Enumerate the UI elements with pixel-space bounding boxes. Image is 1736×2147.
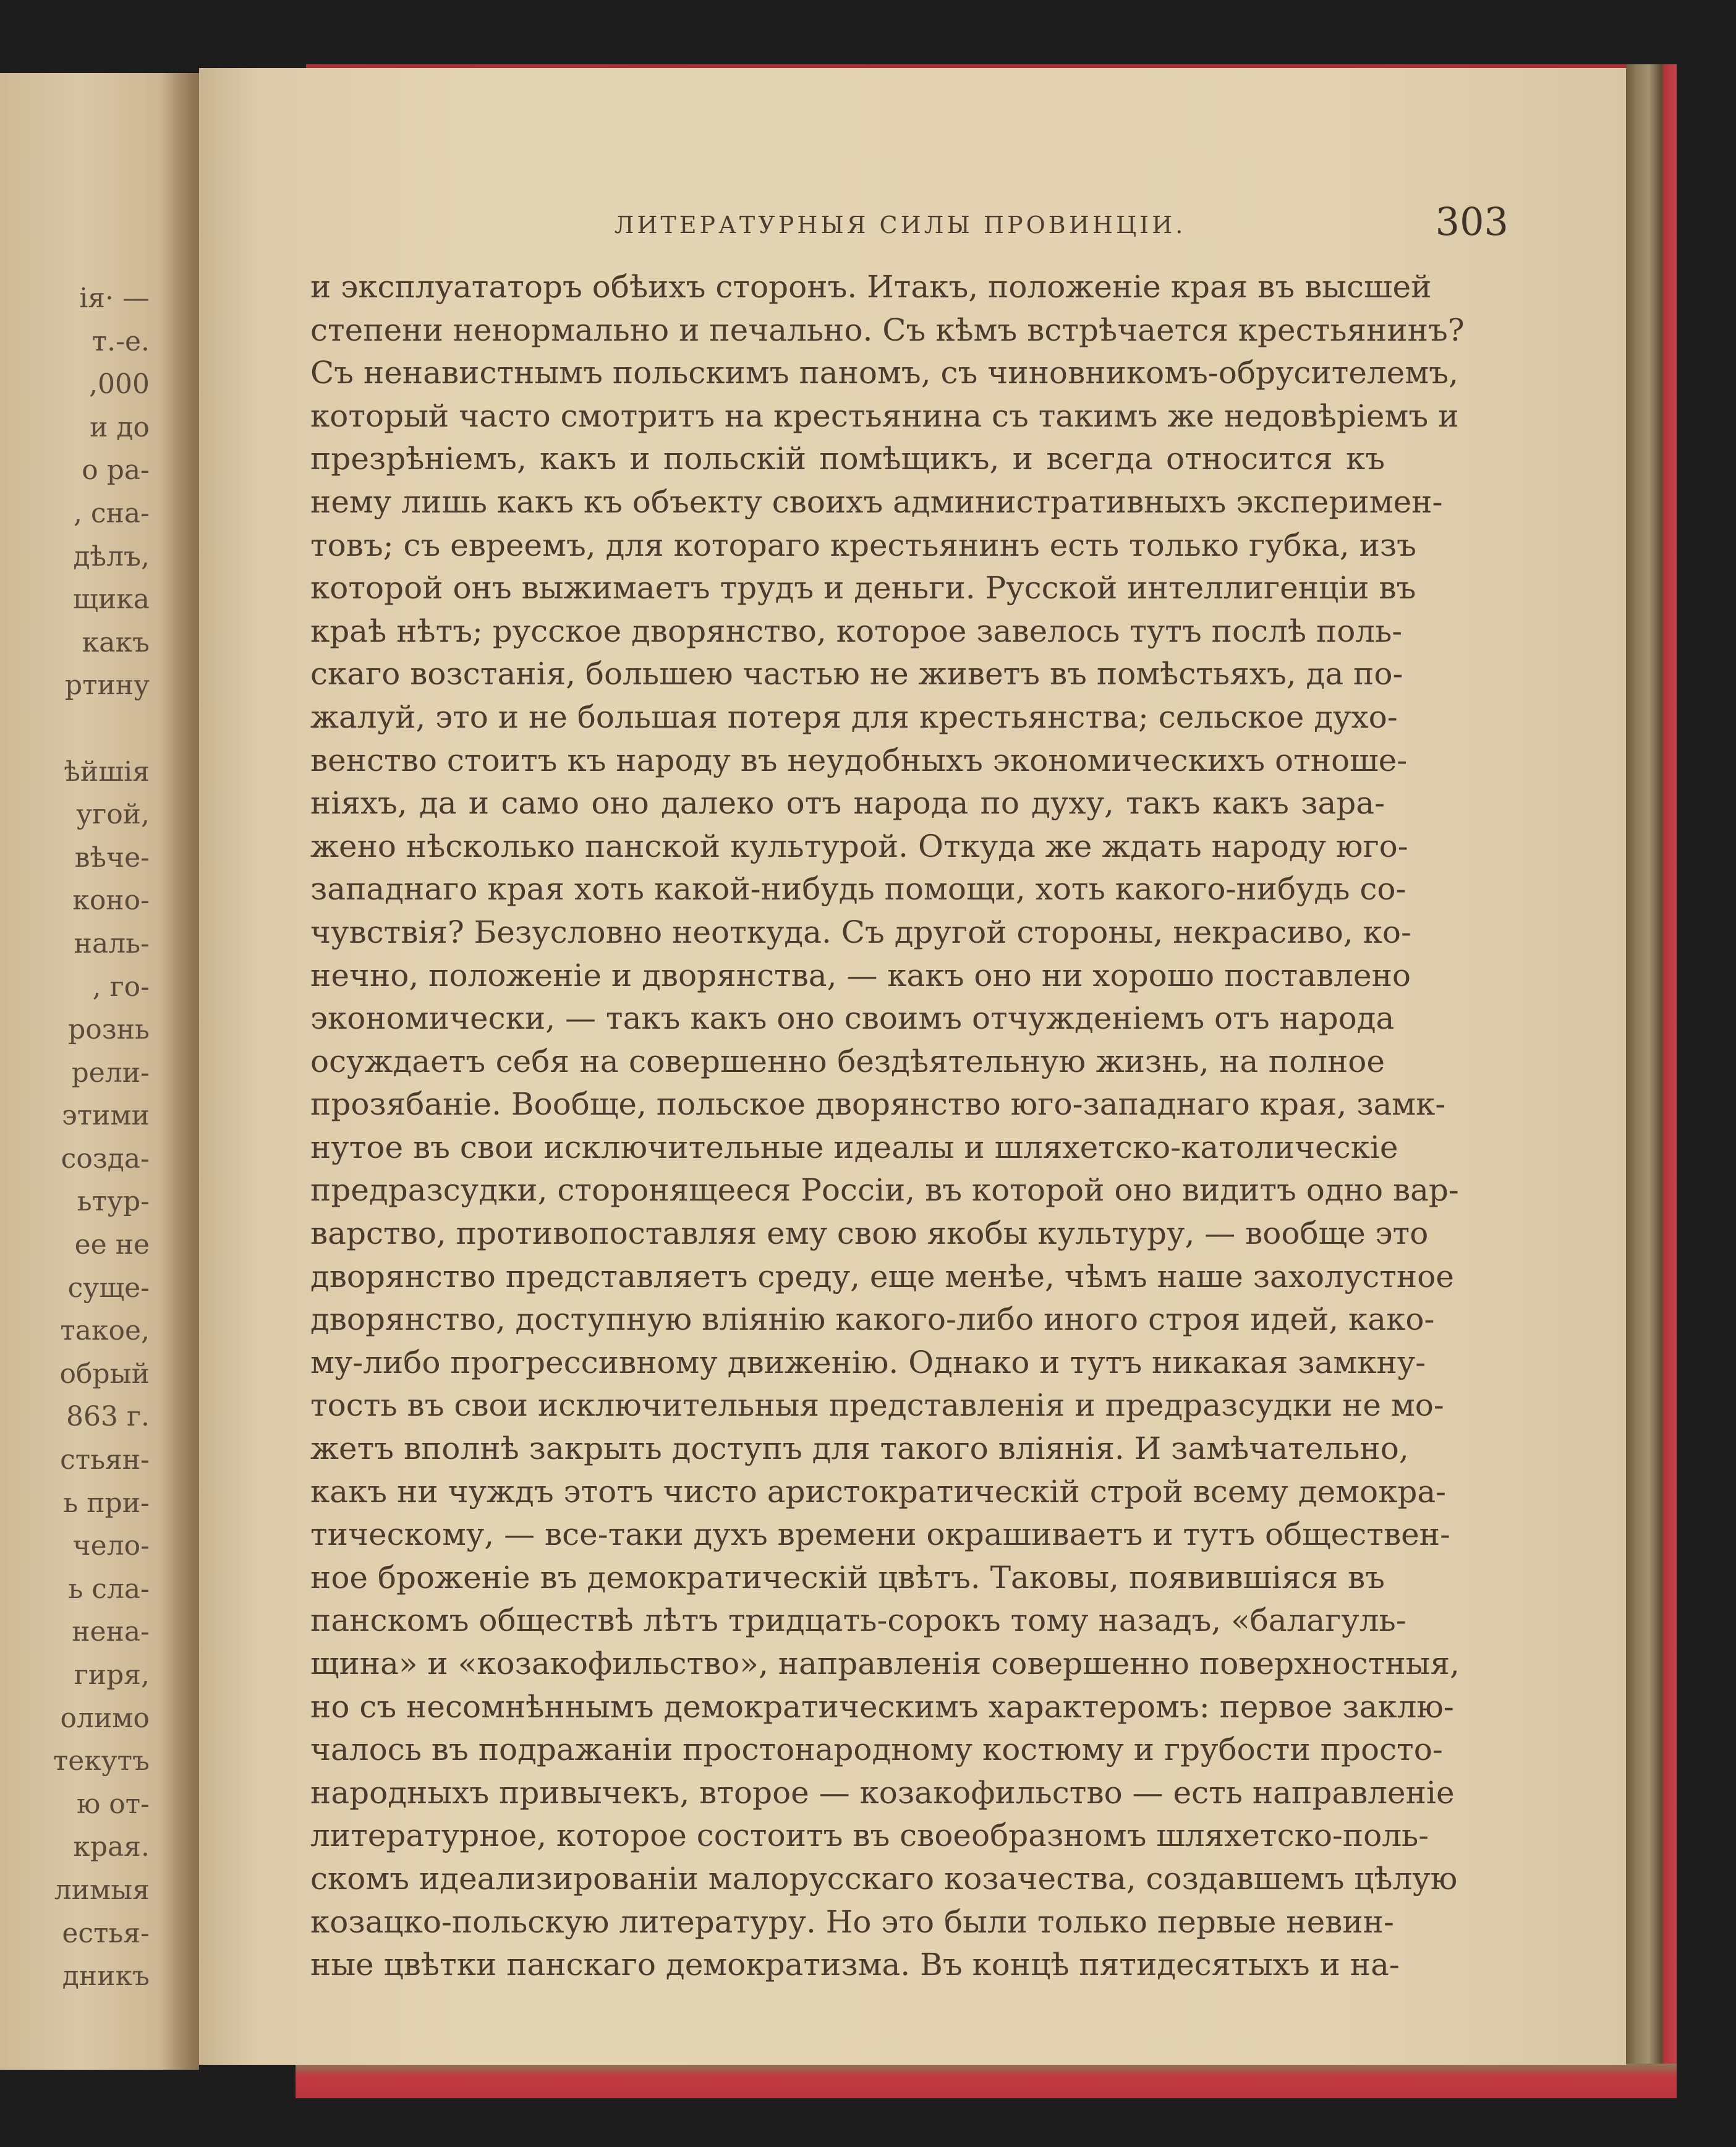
left-page-line: края. xyxy=(73,1831,150,1863)
left-page-line: какъ xyxy=(82,626,150,658)
left-page-line: олимо xyxy=(60,1702,150,1734)
text-line: дворянство представляетъ среду, еще менѣе, чѣмъ наше захолустное xyxy=(310,1258,1454,1295)
text-line: ніяхъ, да и само оно далеко отъ народа по духу, такъ какъ зара- xyxy=(310,785,1385,822)
text-line: литературное, которое состоитъ въ своеобразномъ шляхетско-поль- xyxy=(310,1818,1429,1854)
text-line: степени ненормально и печально. Съ кѣмъ встрѣчается крестьянинъ? xyxy=(310,312,1465,348)
text-line: ные цвѣтки панскаго демократизма. Въ концѣ пятидесятыхъ и на- xyxy=(310,1947,1400,1983)
left-page-line: дникъ xyxy=(62,1960,150,1992)
left-page-line: о ра- xyxy=(82,454,150,487)
text-line: нечно, положеніе и дворянства, — какъ оно ни хорошо поставлено xyxy=(310,957,1411,993)
left-page-line: ее не xyxy=(74,1229,150,1261)
left-page-line: ь при- xyxy=(63,1487,150,1519)
text-line: скаго возстанія, большею частью не живетъ въ помѣстьяхъ, да по- xyxy=(310,656,1403,692)
text-line: тость въ свои исключительныя представленія и предразсудки не мо- xyxy=(310,1387,1444,1424)
left-page-line: лимыя xyxy=(54,1874,150,1906)
left-page-line: такое, xyxy=(60,1315,150,1347)
text-line: Съ ненавистнымъ польскимъ паномъ, съ чиновникомъ-обрусителемъ, xyxy=(310,355,1458,391)
text-line: жено нѣсколько панской культурой. Откуда же ждать народу юго- xyxy=(310,828,1408,864)
left-page-line: вѣче- xyxy=(74,841,150,874)
text-line: товъ; съ евреемъ, для котораго крестьянинъ есть только губка, изъ xyxy=(310,527,1416,563)
text-line: какъ ни чуждъ этотъ чисто аристократическій строй всему демокра- xyxy=(310,1473,1447,1510)
text-line: венство стоитъ къ народу въ неудобныхъ экономическихъ отноше- xyxy=(310,742,1408,778)
text-line: краѣ нѣтъ; русское дворянство, которое завелось тутъ послѣ поль- xyxy=(310,613,1403,649)
text-line: нутое въ свои исключительные идеалы и шляхетско-католическіе xyxy=(310,1129,1398,1165)
text-line: нему лишь какъ къ объекту своихъ административныхъ эксперимен- xyxy=(310,483,1443,520)
right-page xyxy=(199,68,1626,2065)
left-page-line: ьтур- xyxy=(77,1186,150,1218)
left-page-line: рели- xyxy=(71,1056,150,1089)
book-cover-bottom-edge xyxy=(296,2064,1677,2098)
text-line: тическому, — все-таки духъ времени окрашиваетъ и тутъ обществен- xyxy=(310,1516,1450,1553)
text-line: жетъ вполнѣ закрыть доступъ для такого вліянія. И замѣчательно, xyxy=(310,1431,1409,1467)
left-page-line: ь сла- xyxy=(68,1573,150,1605)
text-line: осуждаетъ себя на совершенно бездѣятельную жизнь, на полное xyxy=(310,1043,1385,1079)
left-page-text xyxy=(1,277,150,1998)
left-page-line: коно- xyxy=(72,885,150,917)
text-line: щина» и «козакофильство», направленія совершенно поверхностныя, xyxy=(310,1646,1460,1681)
left-page-line: созда- xyxy=(61,1142,150,1175)
left-page-line xyxy=(1,707,150,750)
text-line: презрѣніемъ, какъ и польскій помѣщикъ, и всегда относится къ xyxy=(310,441,1385,477)
text-line: экономически, — такъ какъ оно своимъ отчужденіемъ отъ народа xyxy=(310,1000,1395,1037)
text-line: варство, противопоставляя ему свою якобы культуру, — вообще это xyxy=(310,1215,1429,1252)
text-line: чалось въ подражаніи простонародному костюму и грубости просто- xyxy=(310,1732,1443,1768)
left-page-line: рознь xyxy=(68,1014,150,1046)
text-line: ное броженіе въ демократическій цвѣтъ. Таковы, появившіяся въ xyxy=(310,1559,1385,1596)
left-page-line: дѣлъ, xyxy=(73,540,150,572)
left-page-line: угой, xyxy=(76,799,150,831)
left-page-line: нена- xyxy=(72,1616,150,1648)
text-line: прозябаніе. Вообще, польское дворянство юго-западнаго края, замк- xyxy=(310,1086,1446,1123)
left-page-line: этими xyxy=(62,1100,150,1132)
text-line: и эксплуататоръ обѣихъ сторонъ. Итакъ, положеніе края въ высшей xyxy=(310,269,1432,305)
left-page-line: ѣйшія xyxy=(64,755,150,788)
left-page-line: , сна- xyxy=(73,497,150,529)
left-page-line: ю от- xyxy=(77,1788,150,1820)
left-page-line: чело- xyxy=(72,1530,150,1562)
text-line: который часто смотритъ на крестьянина съ такимъ же недовѣріемъ и xyxy=(310,398,1459,434)
text-line: жалуй, это и не большая потеря для крестьянства; сельское духо- xyxy=(310,699,1398,735)
left-page-line: щика xyxy=(73,584,150,616)
text-line: панскомъ обществѣ лѣтъ тридцать-сорокъ тому назадъ, «балагуль- xyxy=(310,1602,1406,1639)
running-title: ЛИТЕРАТУРНЫЯ СИЛЫ ПРОВИНЦІИ. xyxy=(614,211,1186,239)
text-line: чувствія? Безусловно неоткуда. Съ другой стороны, некрасиво, ко- xyxy=(310,914,1411,950)
left-page-line: ртину xyxy=(64,670,150,702)
text-line: народныхъ привычекъ, второе — козакофильство — есть направленіе xyxy=(310,1774,1455,1811)
text-line: но съ несомнѣннымъ демократическимъ характеромъ: первое заклю- xyxy=(310,1688,1454,1725)
left-page-line: текутъ xyxy=(53,1745,150,1777)
text-line: западнаго края хоть какой-нибудь помощи, хоть какого-нибудь со- xyxy=(310,871,1406,908)
left-page-line: ,000 xyxy=(89,368,150,401)
text-line: дворянство, доступную вліянію какого-либо иного строя идей, како- xyxy=(310,1301,1435,1338)
text-line: скомъ идеализированіи малорусскаго козачества, создавшемъ цѣлую xyxy=(310,1860,1458,1897)
left-page-line: наль- xyxy=(74,927,150,959)
left-page-line: , го- xyxy=(92,971,150,1003)
book-cover-right-edge xyxy=(1626,64,1677,2098)
left-page-line: ія· — xyxy=(79,283,150,314)
text-line: предразсудки, сторонящееся Россіи, въ которой оно видитъ одно вар- xyxy=(310,1172,1459,1209)
left-page xyxy=(0,73,199,2070)
left-page-line: стьян- xyxy=(60,1444,150,1476)
text-line: которой онъ выжимаетъ трудъ и деньги. Русской интеллигенціи въ xyxy=(310,570,1416,606)
left-page-line: 863 г. xyxy=(66,1401,150,1433)
left-page-line: т.-е. xyxy=(91,325,150,357)
left-page-line: гиря, xyxy=(74,1659,150,1691)
left-page-line: и до xyxy=(90,411,150,443)
text-line: му-либо прогрессивному движенію. Однако и тутъ никакая замкну- xyxy=(310,1344,1426,1380)
left-page-line: обрый xyxy=(59,1358,150,1390)
page-header xyxy=(310,199,1508,255)
left-page-line: естья- xyxy=(62,1917,150,1949)
page-number: 303 xyxy=(1435,199,1508,244)
gutter-shadow xyxy=(162,73,199,2070)
left-page-line: суще- xyxy=(67,1272,150,1304)
text-line: козацко-польскую литературу. Но это были только первые невин- xyxy=(310,1903,1394,1940)
body-text xyxy=(310,266,1465,1987)
